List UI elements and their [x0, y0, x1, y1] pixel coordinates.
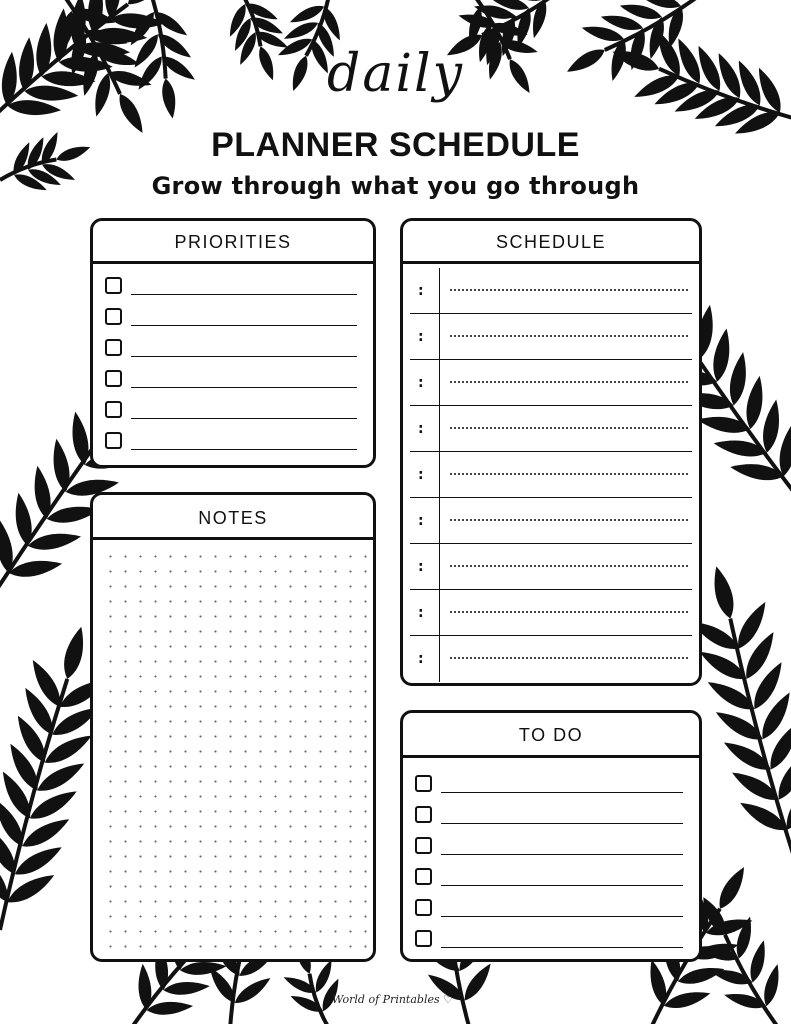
schedule-time-colon: : — [418, 559, 424, 575]
schedule-time-divider — [439, 268, 440, 682]
page-title: PLANNER SCHEDULE — [211, 126, 580, 164]
schedule-dotted-line[interactable] — [450, 473, 688, 475]
schedule-header — [403, 221, 699, 264]
todo-checkbox[interactable] — [415, 775, 432, 792]
schedule-row[interactable] — [410, 269, 692, 315]
priorities-header — [93, 221, 373, 264]
schedule-time-colon: : — [418, 513, 424, 529]
todo-item[interactable] — [415, 868, 683, 888]
priority-item[interactable] — [105, 401, 357, 421]
schedule-row[interactable] — [410, 407, 692, 453]
priority-item[interactable] — [105, 277, 357, 297]
todo-title: TO DO — [518, 725, 584, 745]
schedule-card — [400, 218, 702, 686]
notes-card — [90, 492, 376, 962]
schedule-row[interactable] — [410, 315, 692, 361]
schedule-row[interactable] — [410, 453, 692, 499]
priority-item[interactable] — [105, 432, 357, 452]
schedule-dotted-line[interactable] — [450, 335, 688, 337]
schedule-row-separator — [410, 589, 692, 590]
priority-checkbox[interactable] — [105, 401, 122, 418]
schedule-row[interactable] — [410, 545, 692, 591]
schedule-row[interactable] — [410, 591, 692, 637]
todo-card — [400, 710, 702, 962]
priority-checkbox[interactable] — [105, 370, 122, 387]
notes-header — [93, 495, 373, 540]
schedule-row[interactable] — [410, 361, 692, 407]
schedule-title: SCHEDULE — [495, 232, 607, 252]
priority-item[interactable] — [105, 308, 357, 328]
schedule-time-colon: : — [418, 329, 424, 345]
priority-item[interactable] — [105, 339, 357, 359]
priority-write-line[interactable] — [131, 325, 357, 326]
todo-header — [403, 713, 699, 758]
todo-checkbox[interactable] — [415, 806, 432, 823]
todo-write-line[interactable] — [441, 823, 683, 824]
schedule-row-separator — [410, 405, 692, 406]
todo-write-line[interactable] — [441, 885, 683, 886]
priority-checkbox[interactable] — [105, 277, 122, 294]
priorities-title: PRIORITIES — [174, 232, 292, 252]
daily-script-title: daily — [327, 44, 464, 104]
schedule-row[interactable] — [410, 637, 692, 683]
schedule-row-separator — [410, 543, 692, 544]
notes-title: NOTES — [198, 508, 268, 528]
schedule-time-colon: : — [418, 421, 424, 437]
schedule-dotted-line[interactable] — [450, 611, 688, 613]
priority-write-line[interactable] — [131, 387, 357, 388]
schedule-dotted-line[interactable] — [450, 565, 688, 567]
page-subtitle: Grow through what you go through — [151, 172, 640, 200]
priority-write-line[interactable] — [131, 418, 357, 419]
priority-write-line[interactable] — [131, 449, 357, 450]
todo-item[interactable] — [415, 775, 683, 795]
notes-dot-grid[interactable] — [99, 545, 367, 953]
heart-icon: ♡ — [443, 993, 453, 1006]
todo-item[interactable] — [415, 806, 683, 826]
schedule-row-separator — [410, 451, 692, 452]
schedule-row-separator — [410, 635, 692, 636]
todo-write-line[interactable] — [441, 792, 683, 793]
schedule-time-colon: : — [418, 375, 424, 391]
priority-write-line[interactable] — [131, 294, 357, 295]
schedule-dotted-line[interactable] — [450, 427, 688, 429]
schedule-row-separator — [410, 313, 692, 314]
brand-name: World of Printables — [331, 993, 440, 1006]
brand-footer — [332, 993, 453, 1006]
schedule-dotted-line[interactable] — [450, 381, 688, 383]
schedule-dotted-line[interactable] — [450, 289, 688, 291]
schedule-dotted-line[interactable] — [450, 657, 688, 659]
schedule-row[interactable] — [410, 499, 692, 545]
schedule-time-colon: : — [418, 651, 424, 667]
todo-item[interactable] — [415, 899, 683, 919]
priority-checkbox[interactable] — [105, 339, 122, 356]
schedule-row-separator — [410, 497, 692, 498]
todo-write-line[interactable] — [441, 854, 683, 855]
todo-item[interactable] — [415, 930, 683, 950]
schedule-dotted-line[interactable] — [450, 519, 688, 521]
todo-item[interactable] — [415, 837, 683, 857]
todo-checkbox[interactable] — [415, 930, 432, 947]
priority-checkbox[interactable] — [105, 432, 122, 449]
priority-item[interactable] — [105, 370, 357, 390]
schedule-row-separator — [410, 359, 692, 360]
todo-checkbox[interactable] — [415, 837, 432, 854]
schedule-time-colon: : — [418, 467, 424, 483]
schedule-time-colon: : — [418, 283, 424, 299]
todo-write-line[interactable] — [441, 916, 683, 917]
priorities-card — [90, 218, 376, 468]
todo-checkbox[interactable] — [415, 899, 432, 916]
priority-write-line[interactable] — [131, 356, 357, 357]
priority-checkbox[interactable] — [105, 308, 122, 325]
schedule-time-colon: : — [418, 605, 424, 621]
todo-checkbox[interactable] — [415, 868, 432, 885]
todo-write-line[interactable] — [441, 947, 683, 948]
